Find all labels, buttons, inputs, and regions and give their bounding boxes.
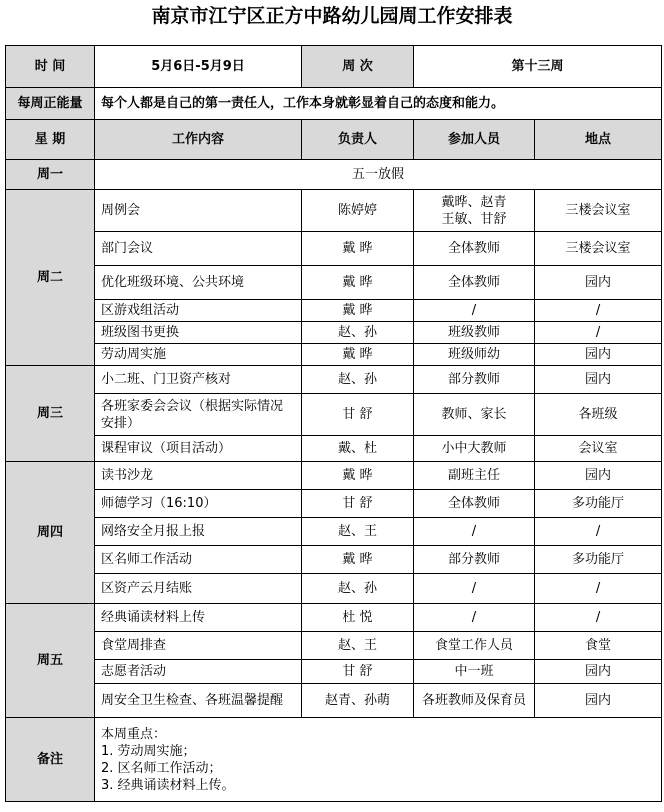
time-label: 时 间 (6, 46, 95, 88)
task-owner: 赵、王 (302, 632, 414, 660)
table-row (6, 574, 662, 604)
task-location: / (535, 574, 662, 604)
table-row (6, 462, 662, 490)
column-header-row (6, 120, 662, 160)
task-participants: / (414, 574, 535, 604)
task-participants: 全体教师 (414, 490, 535, 518)
table-row (6, 266, 662, 300)
monday-note: 五一放假 (95, 160, 662, 190)
notes-item: 3. 经典诵读材料上传。 (101, 777, 235, 793)
task-owner: 戴 晔 (302, 232, 414, 266)
col-participants: 参加人员 (414, 120, 535, 160)
notes-label: 备注 (6, 718, 95, 802)
content-line: 各班家委会会议（根据实际情况 (101, 398, 284, 414)
task-content: 小二班、门卫资产核对 (95, 366, 302, 394)
task-participants (414, 190, 535, 232)
task-location: 多功能厅 (535, 490, 662, 518)
task-location: 多功能厅 (535, 546, 662, 574)
task-participants: 部分教师 (414, 366, 535, 394)
task-content (95, 394, 302, 436)
task-location: 各班级 (535, 394, 662, 436)
participants-line: 王敏、甘舒 (441, 211, 507, 227)
col-owner: 负责人 (302, 120, 414, 160)
notes-row (6, 718, 662, 802)
task-location: 园内 (535, 684, 662, 718)
motto-text: 每个人都是自己的第一责任人，工作本身就彰显着自己的态度和能力。 (95, 88, 662, 120)
table-row (6, 366, 662, 394)
col-day: 星 期 (6, 120, 95, 160)
task-location: / (535, 300, 662, 322)
notes-heading: 本周重点： (101, 726, 167, 742)
table-row (6, 490, 662, 518)
task-location: 食堂 (535, 632, 662, 660)
task-content: 班级图书更换 (95, 322, 302, 344)
task-content: 课程审议（项目活动） (95, 436, 302, 462)
task-content: 经典诵读材料上传 (95, 604, 302, 632)
task-participants: 小中大教师 (414, 436, 535, 462)
task-content: 区游戏组活动 (95, 300, 302, 322)
table-row (6, 394, 662, 436)
table-row (6, 518, 662, 546)
task-content: 志愿者活动 (95, 660, 302, 684)
date-range: 5月6日-5月9日 (95, 46, 302, 88)
task-location: 园内 (535, 366, 662, 394)
task-location: / (535, 604, 662, 632)
task-participants: 副班主任 (414, 462, 535, 490)
header-row (6, 46, 662, 88)
col-content: 工作内容 (95, 120, 302, 160)
task-owner: 戴 晔 (302, 344, 414, 366)
table-row (6, 632, 662, 660)
schedule-grid (5, 45, 662, 802)
day-monday: 周一 (6, 160, 95, 190)
task-participants: 班级教师 (414, 322, 535, 344)
task-content: 周安全卫生检查、各班温馨提醒 (95, 684, 302, 718)
task-owner: 赵、孙 (302, 366, 414, 394)
notes-item: 1. 劳动周实施； (101, 743, 196, 759)
task-owner: 戴、杜 (302, 436, 414, 462)
table-row (6, 344, 662, 366)
task-owner: 陈婷婷 (302, 190, 414, 232)
day-thursday: 周四 (6, 462, 95, 604)
task-participants: / (414, 300, 535, 322)
task-participants: 教师、家长 (414, 394, 535, 436)
motto-row (6, 88, 662, 120)
task-location: 园内 (535, 344, 662, 366)
day-friday: 周五 (6, 604, 95, 718)
task-content: 网络安全月报上报 (95, 518, 302, 546)
task-participants: 班级师幼 (414, 344, 535, 366)
task-participants: 全体教师 (414, 266, 535, 300)
task-content: 读书沙龙 (95, 462, 302, 490)
task-owner: 赵青、孙萌 (302, 684, 414, 718)
task-content: 区资产云月结账 (95, 574, 302, 604)
table-row (6, 546, 662, 574)
task-owner: 戴 晔 (302, 546, 414, 574)
participants-line: 戴晔、赵青 (441, 194, 507, 210)
task-content: 食堂周排查 (95, 632, 302, 660)
task-owner: 甘 舒 (302, 490, 414, 518)
task-owner: 杜 悦 (302, 604, 414, 632)
task-participants: / (414, 518, 535, 546)
task-participants: 各班教师及保育员 (414, 684, 535, 718)
task-location: / (535, 518, 662, 546)
day-wednesday: 周三 (6, 366, 95, 462)
task-owner: 戴 晔 (302, 266, 414, 300)
task-owner: 赵、孙 (302, 322, 414, 344)
task-location: 会议室 (535, 436, 662, 462)
table-row (6, 190, 662, 232)
task-participants: 食堂工作人员 (414, 632, 535, 660)
task-content: 劳动周实施 (95, 344, 302, 366)
task-participants: 部分教师 (414, 546, 535, 574)
table-row (6, 660, 662, 684)
table-row (6, 300, 662, 322)
notes-content (95, 718, 662, 802)
col-location: 地点 (535, 120, 662, 160)
content-line: 安排） (101, 415, 141, 431)
table-row (6, 604, 662, 632)
task-participants: 中一班 (414, 660, 535, 684)
day-tuesday: 周二 (6, 190, 95, 366)
task-owner: 甘 舒 (302, 394, 414, 436)
task-owner: 赵、孙 (302, 574, 414, 604)
task-content: 部门会议 (95, 232, 302, 266)
task-content: 区名师工作活动 (95, 546, 302, 574)
task-location: 园内 (535, 266, 662, 300)
task-owner: 赵、王 (302, 518, 414, 546)
task-participants: 全体教师 (414, 232, 535, 266)
task-owner: 戴 晔 (302, 300, 414, 322)
task-location: 三楼会议室 (535, 232, 662, 266)
task-location: / (535, 322, 662, 344)
task-participants: / (414, 604, 535, 632)
task-location: 园内 (535, 462, 662, 490)
task-content: 周例会 (95, 190, 302, 232)
motto-label: 每周正能量 (6, 88, 95, 120)
week-value: 第十三周 (414, 46, 662, 88)
table-row (6, 232, 662, 266)
task-content: 优化班级环境、公共环境 (95, 266, 302, 300)
week-label: 周 次 (302, 46, 414, 88)
table-row (6, 322, 662, 344)
task-location: 三楼会议室 (535, 190, 662, 232)
table-row (6, 684, 662, 718)
notes-item: 2. 区名师工作活动； (101, 760, 222, 776)
page-title: 南京市江宁区正方中路幼儿园周工作安排表 (151, 5, 513, 27)
task-content: 师德学习（16:10） (95, 490, 302, 518)
table-row (6, 436, 662, 462)
monday-row (6, 160, 662, 190)
task-owner: 戴 晔 (302, 462, 414, 490)
task-location: 园内 (535, 660, 662, 684)
task-owner: 甘 舒 (302, 660, 414, 684)
